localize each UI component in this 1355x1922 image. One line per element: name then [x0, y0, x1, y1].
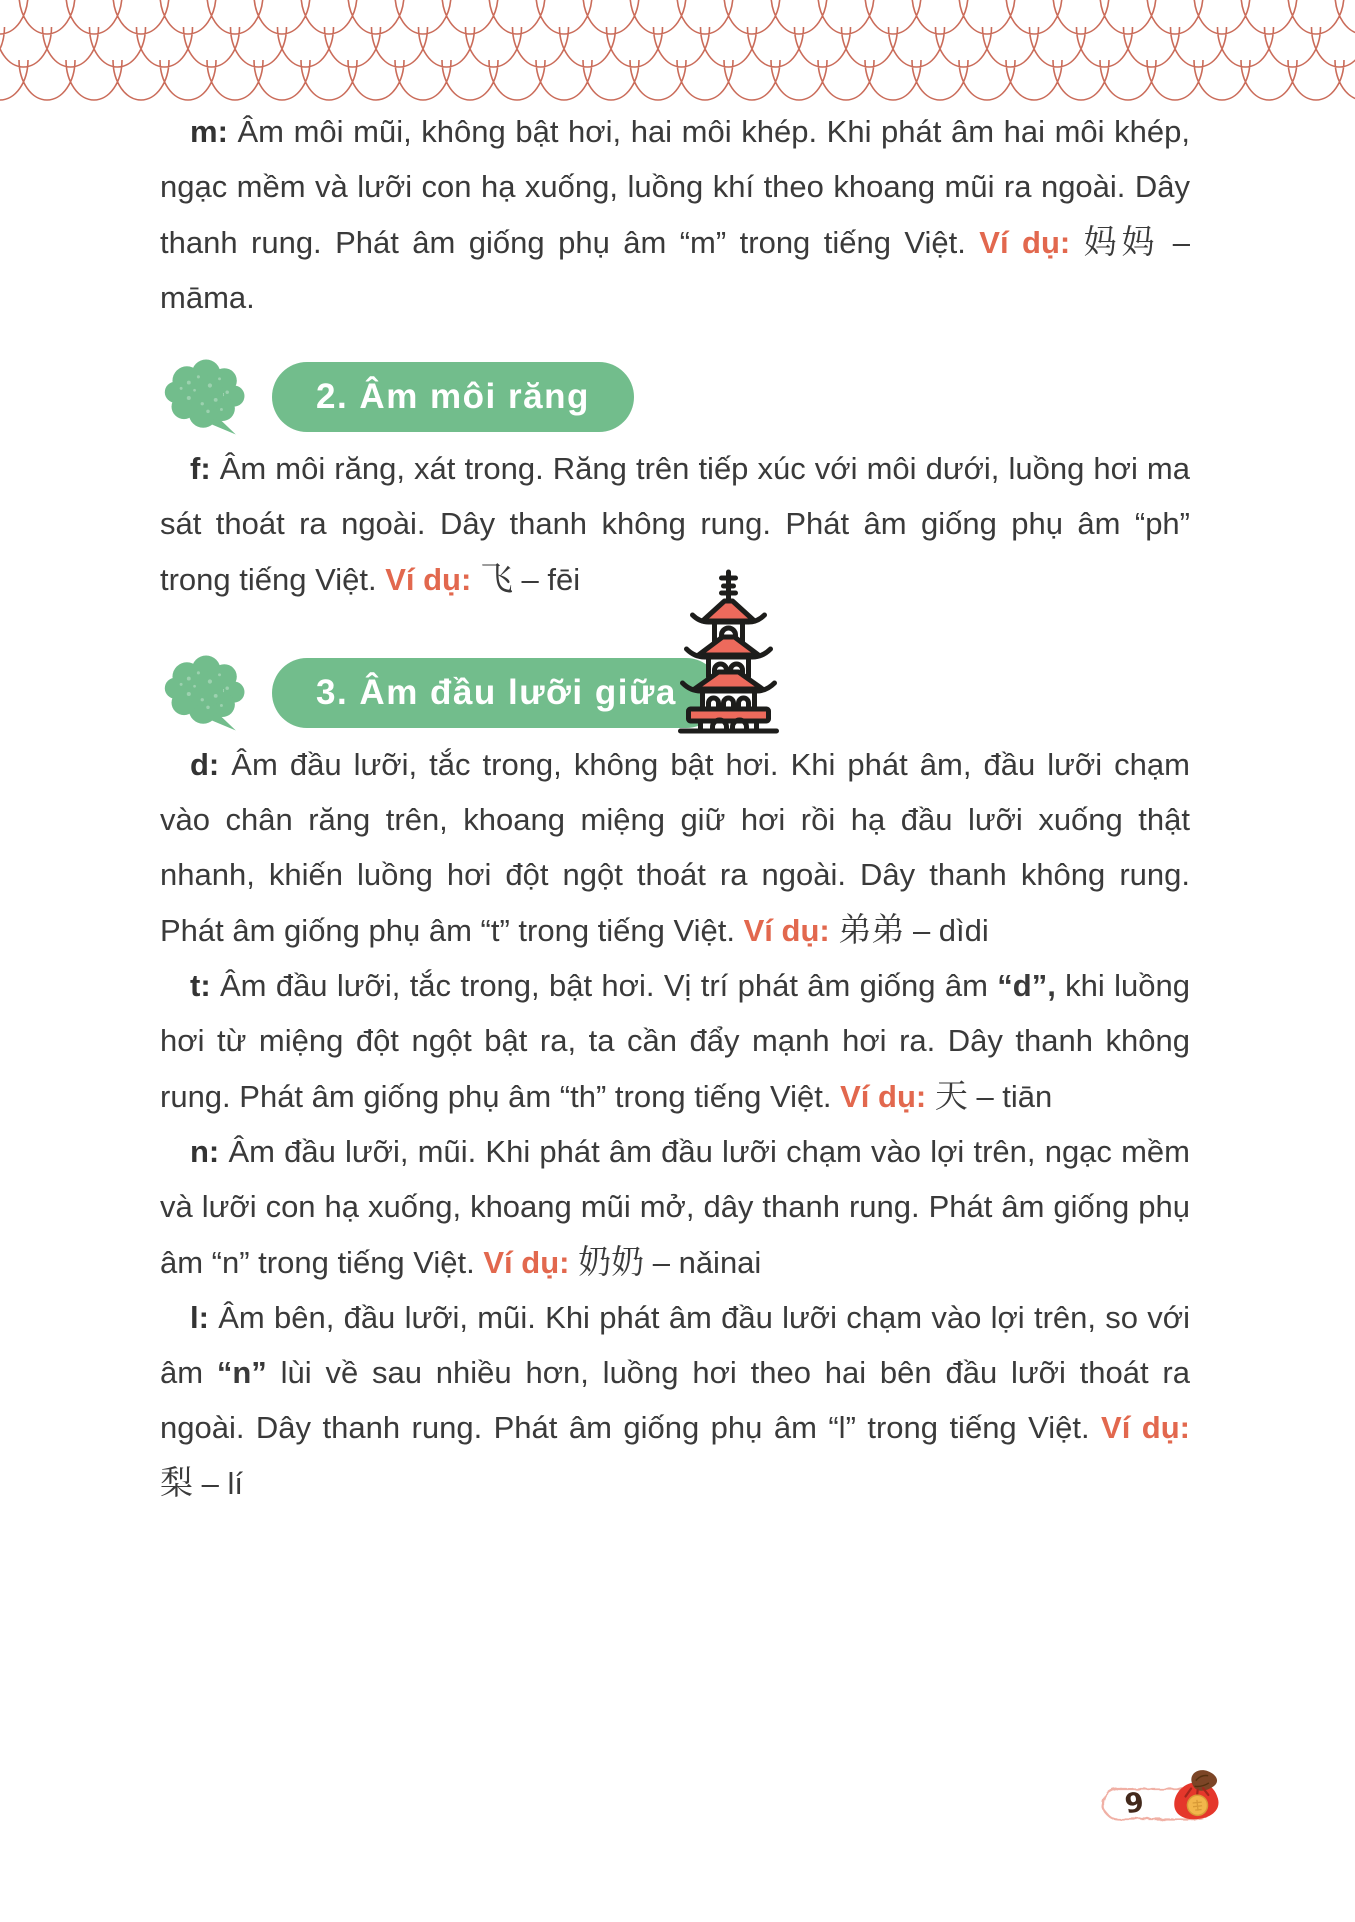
example-chinese: 梨 — [160, 1463, 193, 1502]
example-pinyin: – lí — [193, 1466, 243, 1501]
example-pinyin: – nǎinai — [644, 1245, 762, 1280]
example-label: Ví dụ: — [385, 562, 472, 597]
example-label: Ví dụ: — [743, 913, 830, 948]
example-chinese: 妈妈 — [1083, 222, 1160, 261]
consonant-label: d: — [190, 747, 220, 782]
consonant-label: m: — [190, 114, 228, 149]
example-pinyin: – fēi — [512, 562, 581, 597]
example-chinese: 天 — [934, 1076, 968, 1115]
paragraph-body: Âm bên, đầu lưỡi, mũi. Khi phát âm đầu lưỡi chạm vào lợi trên, so với âm — [160, 1300, 1190, 1390]
paragraph-body: Âm đầu lưỡi, tắc trong, không bật hơi. Khi phát âm, đầu lưỡi chạm vào chân răng trên, khoang miệng giữ hơi rồi hạ đầu lưỡi xuống thật nhanh, khiến luồng hơi đột ngột thoát ra ngoài. Dây thanh không rung. Phát âm giống phụ âm “t” trong tiếng Việt. — [160, 747, 1190, 948]
section-heading-row-3 — [160, 649, 1190, 737]
example-label: Ví dụ: — [483, 1245, 570, 1280]
page-number-badge — [1099, 1772, 1225, 1832]
section-heading-label: 2. Âm môi răng — [316, 377, 590, 416]
paragraph-body: Âm đầu lưỡi, mũi. Khi phát âm đầu lưỡi chạm vào lợi trên, ngạc mềm và lưỡi con hạ xuống, khoang mũi mở, dây thanh rung. Phát âm giống phụ âm “n” trong tiếng Việt. — [160, 1134, 1190, 1280]
money-pouch-icon — [1165, 1766, 1229, 1830]
paragraph-body: Âm môi răng, xát trong. Răng trên tiếp xúc với môi dưới, luồng hơi ma sát thoát ra ngoài. Dây thanh không rung. Phát âm giống phụ âm “ph” trong tiếng Việt. — [160, 451, 1190, 597]
paragraph-l — [160, 1290, 1190, 1511]
example-chinese: 弟弟 — [838, 910, 905, 949]
paragraph-body: khi luồng hơi từ miệng đột ngột bật ra, ta cần đẩy mạnh hơi ra. Dây thanh không rung. Phát âm giống phụ âm “th” trong tiếng Việt. — [160, 968, 1190, 1114]
example-label: Ví dụ: — [1101, 1410, 1190, 1445]
example-chinese: 奶奶 — [578, 1242, 645, 1281]
paragraph-body: Âm môi mũi, không bật hơi, hai môi khép. Khi phát âm hai môi khép, ngạc mềm và lưỡi con hạ xuống, luồng khí theo khoang mũi ra ngoài. Dây thanh rung. Phát âm giống phụ âm “m” trong tiếng Việt. — [160, 114, 1190, 260]
paragraph-t — [160, 958, 1190, 1124]
consonant-label: l: — [190, 1300, 209, 1335]
example-pinyin: – dìdi — [904, 913, 989, 948]
consonant-label: n: — [190, 1134, 220, 1169]
section-heading-label: 3. Âm đầu lưỡi giữa — [316, 673, 677, 712]
fish-scale-pattern — [0, 0, 1355, 104]
section-heading-row-2 — [160, 353, 1190, 441]
consonant-label: f: — [190, 451, 211, 486]
brain-scribble-icon — [160, 649, 256, 737]
paragraph-body: lùi về sau nhiều hơn, luồng hơi theo hai bên đầu lưỡi thoát ra ngoài. Dây thanh rung. Phát âm giống phụ âm “l” trong tiếng Việt. — [160, 1355, 1190, 1445]
consonant-label: t: — [190, 968, 211, 1003]
paragraph-n — [160, 1124, 1190, 1290]
bold-reference: “d”, — [997, 968, 1056, 1003]
example-pinyin: – māma. — [160, 225, 1190, 315]
example-label: Ví dụ: — [979, 225, 1071, 260]
brain-scribble-icon — [160, 353, 256, 441]
pagoda-icon — [665, 569, 792, 734]
example-pinyin: – tiān — [967, 1079, 1053, 1114]
section-heading-badge — [272, 658, 721, 728]
bold-reference: “n” — [216, 1355, 267, 1390]
page-content — [0, 104, 1355, 1511]
paragraph-body: Âm đầu lưỡi, tắc trong, bật hơi. Vị trí phát âm giống âm — [210, 968, 998, 1003]
paragraph-m — [160, 104, 1190, 325]
section-heading-badge — [272, 362, 634, 432]
page-number: 9 — [1122, 1786, 1146, 1821]
example-label: Ví dụ: — [840, 1079, 927, 1114]
paragraph-d — [160, 737, 1190, 958]
example-chinese: 飞 — [479, 559, 513, 598]
